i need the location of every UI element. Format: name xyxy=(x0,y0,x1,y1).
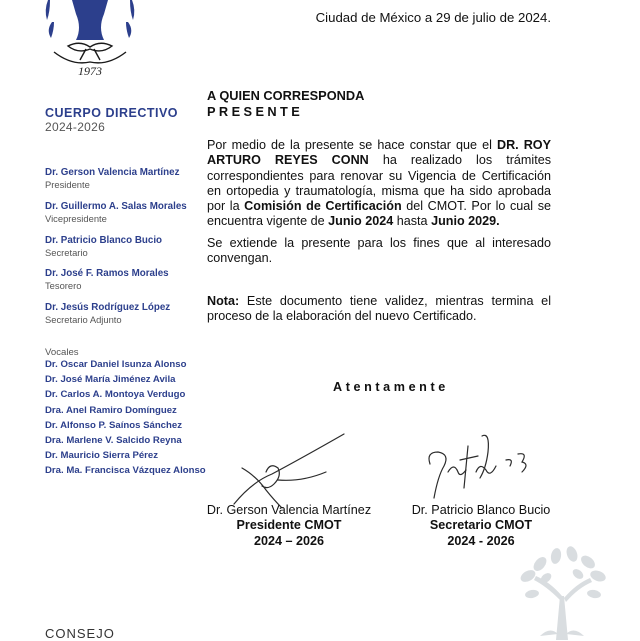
member-name: Dr. Jesús Rodríguez López xyxy=(45,302,171,313)
board-member xyxy=(45,268,169,292)
board-member xyxy=(45,302,170,326)
note-paragraph xyxy=(207,294,551,325)
signature-president xyxy=(222,432,352,512)
vocal-name: Dr. Carlos A. Montoya Verdugo xyxy=(45,389,186,400)
signer-title: Secretario CMOT xyxy=(429,518,533,533)
sidebar-footer: CONSEJO xyxy=(45,626,115,641)
text-run: ha realizado los trámites correspondientes para renovar su Vigencia de Certificación en ortopedia y traumatología, misma que ha sido aprobada por la xyxy=(207,153,551,214)
member-role: Secretario xyxy=(45,247,88,258)
logo-year: 1973 xyxy=(78,64,102,78)
member-name: Dr. Gerson Valencia Martínez xyxy=(45,167,180,178)
member-role: Tesorero xyxy=(45,280,82,291)
letter-date: Ciudad de México a 29 de julio de 2024. xyxy=(315,10,551,25)
signer-period: 2024 – 2026 xyxy=(253,533,325,548)
board-member xyxy=(45,167,180,191)
closing-salutation: Atentamente xyxy=(333,380,449,394)
signer-name: Dr. Patricio Blanco Bucio xyxy=(411,503,551,517)
member-name: Dr. Patricio Blanco Bucio xyxy=(45,235,163,246)
closing-paragraph: Se extiende la presente para los fines que al interesado convengan. xyxy=(207,236,551,266)
signature-secretary xyxy=(420,432,540,502)
text-run: Por medio de la presente se hace constar que el xyxy=(207,138,497,152)
presente: PRESENTE xyxy=(207,104,304,119)
text-run: del CMOT. Por lo cual se encuentra vigente de xyxy=(207,199,551,229)
vocal-name: Dr. Alfonso P. Saínos Sánchez xyxy=(45,420,183,431)
member-name: Dr. Guillermo A. Salas Morales xyxy=(45,201,187,212)
doctor-name: DR. ROY ARTURO REYES CONN xyxy=(207,138,551,168)
sidebar-title: CUERPO DIRECTIVO xyxy=(45,106,179,120)
vocales-label: Vocales xyxy=(45,347,79,358)
board-member xyxy=(45,235,162,259)
valid-from: Junio 2024 xyxy=(328,214,394,229)
member-name: Dr. José F. Ramos Morales xyxy=(45,268,169,279)
member-role: Presidente xyxy=(45,179,90,190)
member-role: Vicepresidente xyxy=(45,213,107,224)
note-label: Nota: xyxy=(207,294,240,308)
vocal-name: Dra. Ma. Francisca Vázquez Alonso xyxy=(45,465,206,476)
committee-name: Comisión de Certificación xyxy=(244,199,402,214)
tree-watermark-icon xyxy=(510,536,614,640)
vocal-name: Dra. Anel Ramiro Domínguez xyxy=(45,405,177,416)
signature-block-president xyxy=(189,503,389,549)
vocal-name: Dr. Oscar Daniel Isunza Alonso xyxy=(45,359,187,370)
member-role: Secretario Adjunto xyxy=(45,314,122,325)
vocal-name: Dr. José María Jiménez Avila xyxy=(45,374,176,385)
valid-to: Junio 2029. xyxy=(431,214,500,229)
sidebar-years: 2024-2026 xyxy=(45,120,106,134)
vocal-name: Dra. Marlene V. Salcido Reyna xyxy=(45,435,182,446)
signer-period: 2024 - 2026 xyxy=(447,533,515,548)
board-member xyxy=(45,201,187,225)
signer-title: Presidente CMOT xyxy=(236,518,342,533)
note-text: Este documento tiene validez, mientras termina el proceso de la elaboración del nuevo Certificado. xyxy=(207,294,551,324)
text-run: hasta xyxy=(393,214,432,229)
signer-name: Dr. Gerson Valencia Martínez xyxy=(206,503,372,517)
vocal-name: Dr. Mauricio Sierra Pérez xyxy=(45,450,159,461)
body-paragraph xyxy=(207,138,551,230)
college-logo xyxy=(42,0,138,82)
greeting: A QUIEN CORRESPONDA xyxy=(207,88,365,103)
